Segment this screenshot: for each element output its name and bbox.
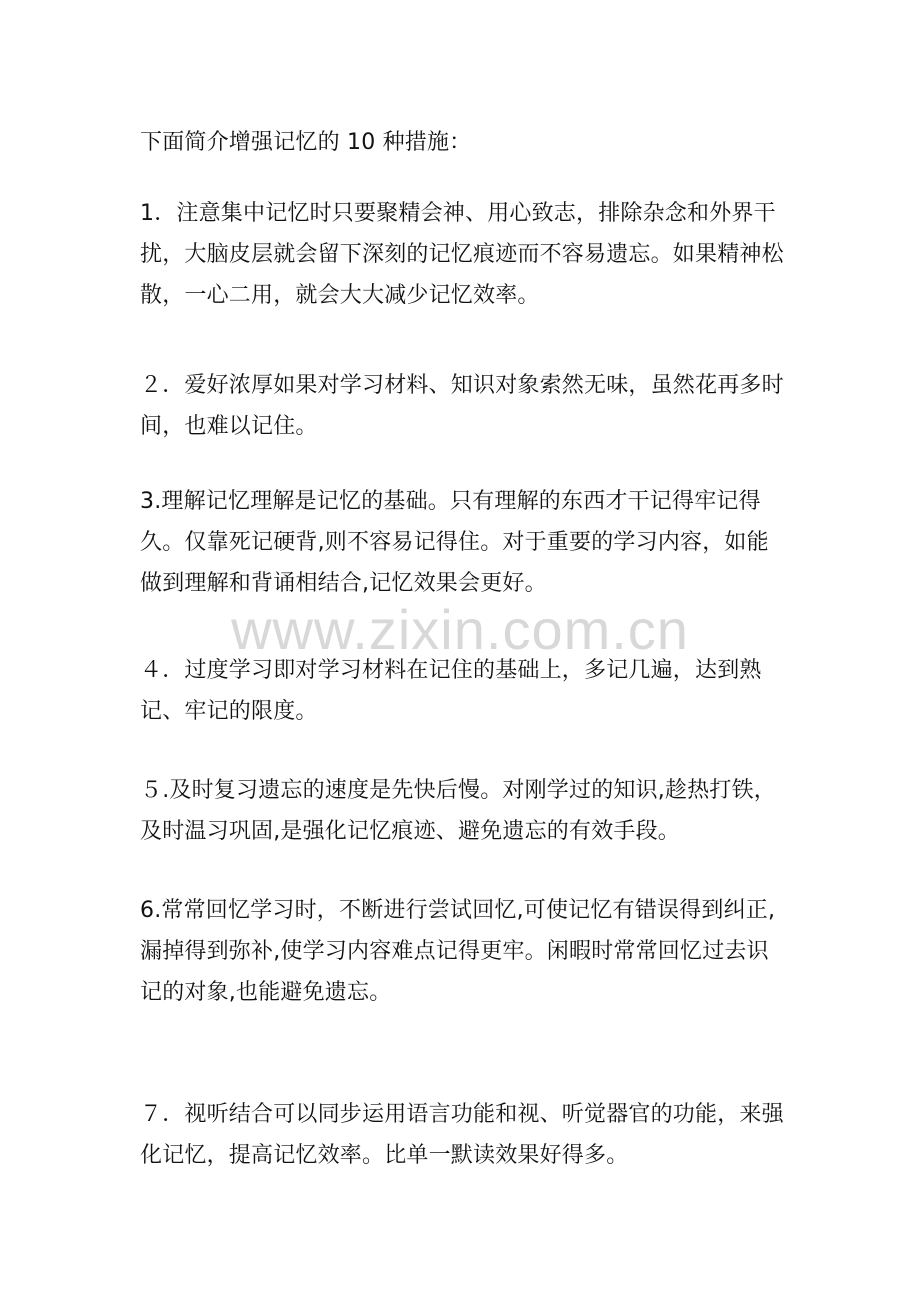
paragraph-overlearning: ４．过度学习即对学习材料在记住的基础上，多记几遍，达到熟记、牢记的限度。 xyxy=(140,658,762,724)
paragraph-understanding: 3.理解记忆理解是记忆的基础。只有理解的东西才干记得牢记得久。仅靠死记硬背,则不容易记得住。对于重要的学习内容，如能做到理解和背诵相结合,记忆效果会更好。 xyxy=(140,489,769,596)
watermark-text: www.zixin.com.cn xyxy=(231,598,689,661)
paragraph-review: ５.及时复习遗忘的速度是先快后慢。对刚学过的知识,趁热打铁，及时温习巩固,是强化记忆痕迹、避免遗忘的有效手段。 xyxy=(140,778,776,844)
paragraph-interest: ２．爱好浓厚如果对学习材料、知识对象索然无味，虽然花再多时间，也难以记住。 xyxy=(140,373,784,439)
paragraph-audiovisual: ７．视听结合可以同步运用语言功能和视、听觉器官的功能，来强化记忆，提高记忆效率。比单一默读效果好得多。 xyxy=(140,1102,784,1168)
paragraph-attention: 1．注意集中记忆时只要聚精会神、用心致志，排除杂念和外界干扰，大脑皮层就会留下深刻的记忆痕迹而不容易遗忘。如果精神松散，一心二用，就会大大减少记忆效率。 xyxy=(140,201,784,308)
paragraph-recall: 6.常常回忆学习时，不断进行尝试回忆,可使记忆有错误得到纠正,漏掉得到弥补,使学习内容难点记得更牢。闲暇时常常回忆过去识记的对象,也能避免遗忘。 xyxy=(140,898,776,1005)
intro-text: 下面简介增强记忆的 10 种措施： xyxy=(140,130,472,155)
